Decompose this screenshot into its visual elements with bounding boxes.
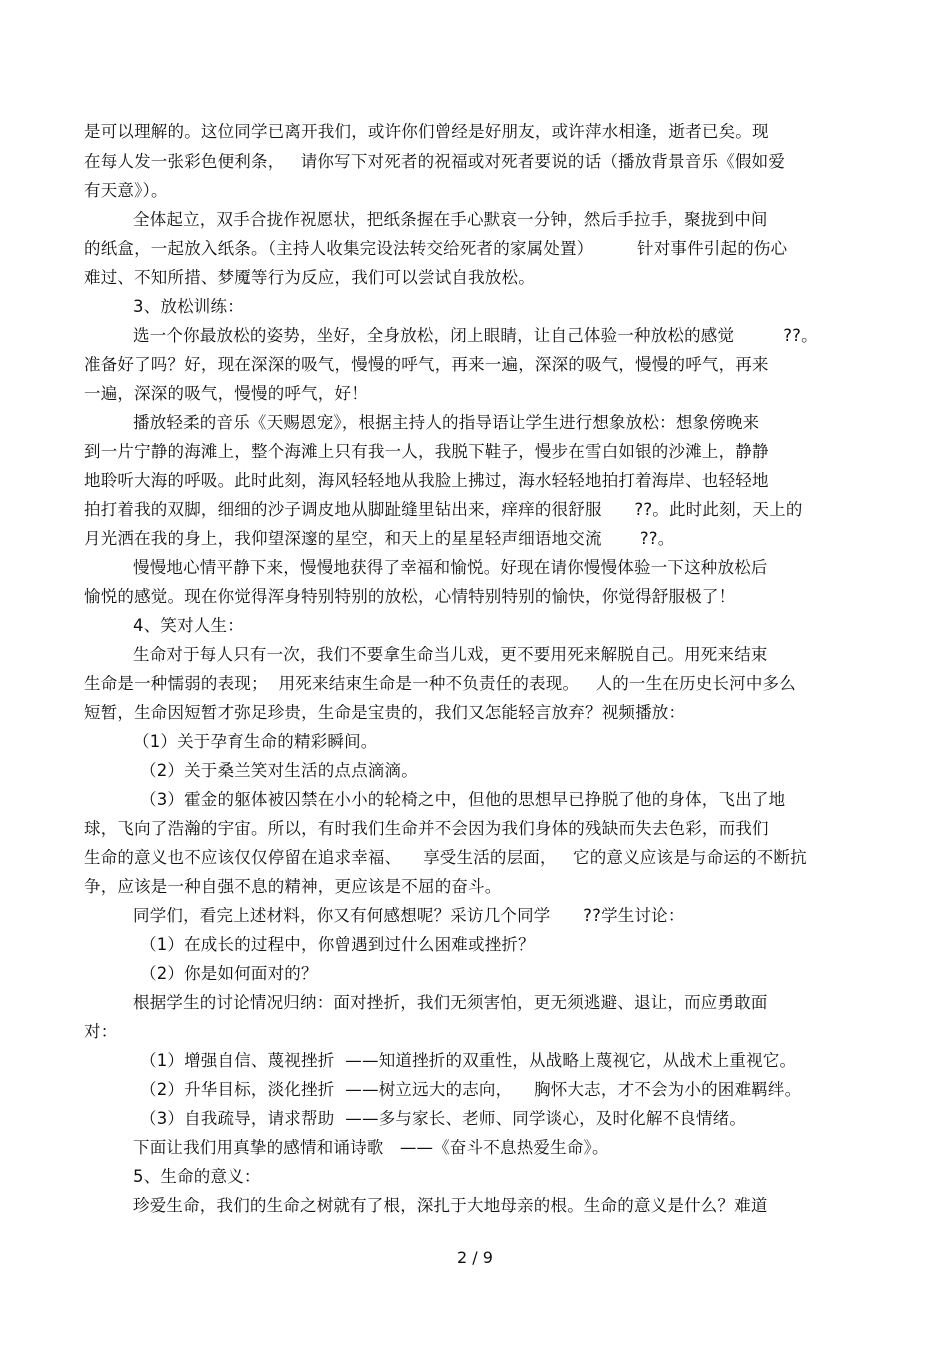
text-line: 慢慢地心情平静下来，慢慢地获得了幸福和愉悦。好现在请你慢慢体验一下这种放松后 (133, 558, 768, 577)
text-line: 的纸盒，一起放入纸条。（主持人收集完设法转交给死者的家属处置） 针对事件引起的伤心 (84, 239, 788, 258)
text-line: 下面让我们用真挚的感情和诵诗歌 ——《奋斗不息热爱生命》。 (133, 1138, 609, 1157)
list-item: （3）自我疏导，请求帮助 ——多与家长、老师、同学谈心，及时化解不良情绪。 (140, 1109, 747, 1128)
text-line: 选一个你最放松的姿势，坐好，全身放松，闭上眼睛，让自己体验一种放松的感觉 ??。 (133, 326, 818, 345)
section-heading: 4、笑对人生： (133, 616, 244, 635)
list-item: （1）增强自信、蔑视挫折 ——知道挫折的双重性，从战略上蔑视它，从战术上重视它。 (140, 1051, 797, 1070)
text-line: 球，飞向了浩瀚的宇宙。所以，有时我们生命并不会因为我们身体的残缺而失去色彩，而我们 (84, 819, 769, 838)
text-line: 播放轻柔的音乐《天赐恩宠》，根据主持人的指导语让学生进行想象放松：想象傍晚来 (133, 413, 760, 432)
section-heading: 3、放松训练： (133, 297, 244, 316)
text-line: 根据学生的讨论情况归纳：面对挫折，我们无须害怕，更无须逃避、退让，而应勇敢面 (133, 993, 768, 1012)
text-line: 在每人发一张彩色便利条， 请你写下对死者的祝福或对死者要说的话（播放背景音乐《假如爱 (84, 152, 786, 171)
section-heading: 5、生命的意义： (133, 1167, 261, 1186)
list-item: （2）你是如何面对的？ (140, 964, 318, 983)
text-line: 是可以理解的。这位同学已离开我们，或许你们曾经是好朋友，或许萍水相逢，逝者已矣。现 (84, 122, 769, 141)
list-item: （3）霍金的躯体被囚禁在小小的轮椅之中，但他的思想早已挣脱了他的身体，飞出了地 (140, 790, 786, 809)
text-line: 生命对于每人只有一次，我们不要拿生命当儿戏，更不要用死来解脱自己。用死来结束 (133, 645, 768, 664)
text-line: 地聆听大海的呼吸。此时此刻，海风轻轻地从我脸上拂过，海水轻轻地拍打着海岸、也轻轻地 (84, 471, 769, 490)
text-line: 争，应该是一种自强不息的精神，更应该是不屈的奋斗。 (84, 877, 502, 896)
text-line: 对： (84, 1022, 118, 1041)
text-line: 到一片宁静的海滩上，整个海滩上只有我一人，我脱下鞋子，慢步在雪白如银的沙滩上，静静 (84, 442, 769, 461)
text-line: 难过、不知所措、梦魇等行为反应，我们可以尝试自我放松。 (84, 268, 535, 287)
text-line: 生命的意义也不应该仅仅停留在追求幸福、 享受生活的层面， 它的意义应该是与命运的不断抗 (84, 848, 807, 867)
page-number: 2 / 9 (457, 1248, 493, 1267)
text-line: 同学们，看完上述材料，你又有何感想呢？采访几个同学 ??学生讨论： (133, 906, 685, 925)
list-item: （1）关于孕育生命的精彩瞬间。 (133, 732, 378, 751)
text-line: 全体起立，双手合拢作祝愿状，把纸条握在手心默哀一分钟，然后手拉手，聚拢到中间 (133, 210, 768, 229)
text-line: 珍爱生命，我们的生命之树就有了根，深扎于大地母亲的根。生命的意义是什么？难道 (133, 1196, 768, 1215)
text-line: 拍打着我的双脚，细细的沙子调皮地从脚趾缝里钻出来，痒痒的很舒服 ??。此时此刻，天上的 (84, 500, 803, 519)
text-line: 有天意》）。 (84, 181, 168, 200)
text-line: 准备好了吗？好，现在深深的吸气，慢慢的呼气，再来一遍，深深的吸气，慢慢的呼气，再来 (84, 355, 769, 374)
text-line: 生命是一种懦弱的表现； 用死来结束生命是一种不负责任的表现。 人的一生在历史长河中多么 (84, 674, 796, 693)
text-line: 愉悦的感觉。现在你觉得浑身特别特别的放松，心情特别特别的愉快，你觉得舒服极了！ (84, 587, 736, 606)
list-item: （1）在成长的过程中，你曾遇到过什么困难或挫折？ (140, 935, 535, 954)
text-line: 月光洒在我的身上，我仰望深邃的星空，和天上的星星轻声细语地交流 ??。 (84, 529, 675, 548)
text-line: 一遍，深深的吸气，慢慢的呼气，好！ (84, 384, 368, 403)
list-item: （2）升华目标，淡化挫折 ——树立远大的志向， 胸怀大志，才不会为小的困难羁绊。 (140, 1080, 802, 1099)
text-line: 短暂，生命因短暂才弥足珍贵，生命是宝贵的，我们又怎能轻言放弃？视频播放： (84, 703, 686, 722)
list-item: （2）关于桑兰笑对生活的点点滴滴。 (140, 761, 418, 780)
